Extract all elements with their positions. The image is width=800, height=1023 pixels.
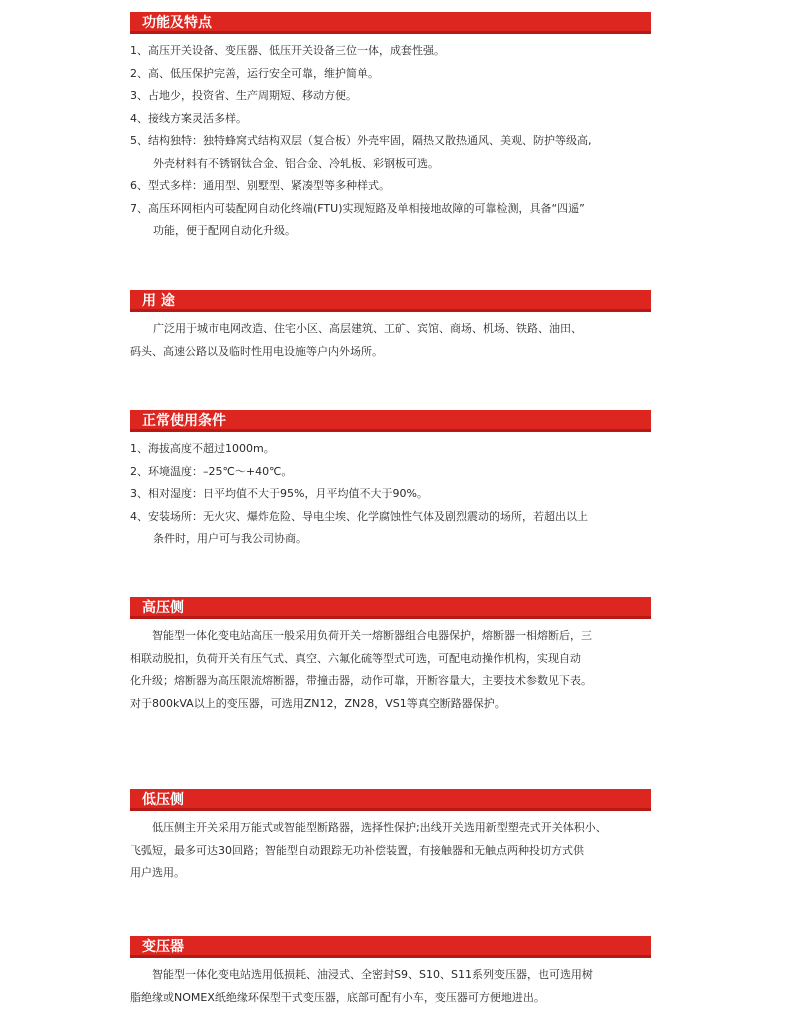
list-item-continuation: 外壳材料有不锈钢钛合金、铝合金、冷轧板、彩钢板可选。: [153, 156, 439, 170]
list-item: 2、环境温度：–25℃～+40℃。: [130, 464, 293, 478]
header-bar-band: [130, 429, 651, 432]
paragraph-line: 广泛用于城市电网改造、住宅小区、高层建筑、工矿、宾馆、商场、机场、铁路、油田、: [153, 322, 582, 335]
paragraph-line: 用户选用。: [130, 866, 185, 879]
section-body: [130, 40, 651, 243]
paragraph-line: 智能型一体化变电站选用低损耗、油浸式、全密封S9、S10、S11系列变压器，也可选用树: [152, 968, 593, 981]
paragraph-line: 码头、高速公路以及临时性用电设施等户内外场所。: [130, 344, 383, 358]
header-bar-band: [130, 616, 651, 619]
section-low-voltage: [130, 789, 651, 885]
section-body: [130, 318, 651, 363]
section-transformer: [130, 936, 651, 1009]
paragraph-line: 飞弧短，最多可达30回路；智能型自动跟踪无功补偿装置，有接触器和无触点两种投切方式供: [130, 843, 584, 857]
paragraph-line: 智能型一体化变电站高压一般采用负荷开关一熔断器组合电器保护，熔断器一相熔断后，三: [152, 629, 592, 642]
section-header-bar: [130, 12, 651, 34]
section-features: [130, 12, 651, 243]
section-title: 用 途: [142, 293, 175, 309]
list-item: 1、高压开关设备、变压器、低压开关设备三位一体，成套性强。: [130, 44, 445, 57]
list-item: 2、高、低压保护完善，运行安全可靠，维护简单。: [130, 66, 379, 80]
section-title: 高压侧: [142, 600, 184, 616]
list-item: 1、海拔高度不超过1000m。: [130, 442, 275, 455]
paragraph-line: 低压侧主开关采用万能式或智能型断路器，选择性保护;出线开关选用新型塑壳式开关体积小、: [152, 821, 607, 834]
section-body: [130, 438, 651, 551]
header-bar-band: [130, 309, 651, 312]
list-item: 3、占地少，投资省、生产周期短、移动方便。: [130, 89, 357, 102]
list-item: 7、高压环网柜内可装配网自动化终端(FTU)实现短路及单相接地故障的可靠检测，具备“四遥”: [130, 201, 585, 215]
section-body: [130, 625, 651, 715]
section-title: 正常使用条件: [142, 413, 226, 429]
section-header-bar: [130, 936, 651, 958]
section-header-bar: [130, 410, 651, 432]
list-item: 4、安装场所：无火灾、爆炸危险、导电尘埃、化学腐蚀性气体及剧烈震动的场所，若超出以上: [130, 509, 588, 523]
section-header-bar: [130, 597, 651, 619]
section-header-bar: [130, 290, 651, 312]
section-conditions: [130, 410, 651, 551]
list-item: 5、结构独特：独特蜂窝式结构双层（复合板）外壳牢固，隔热又散热通风、美观、防护等级高,: [130, 134, 592, 147]
section-body: [130, 964, 651, 1009]
header-bar-band: [130, 808, 651, 811]
paragraph-line: 相联动脱扣，负荷开关有压气式、真空、六氟化硫等型式可选，可配电动操作机构，实现自动: [130, 651, 581, 665]
paragraph-line: 脂绝缘或NOMEX纸绝缘环保型干式变压器，底部可配有小车，变压器可方便地进出。: [130, 990, 545, 1004]
list-item: 3、相对湿度：日平均值不大于95%，月平均值不大于90%。: [130, 487, 428, 500]
list-item: 6、型式多样：通用型、别墅型、紧凑型等多种样式。: [130, 179, 390, 192]
section-title: 低压侧: [142, 792, 184, 808]
header-bar-band: [130, 955, 651, 958]
section-title: 变压器: [142, 939, 184, 955]
section-header-bar: [130, 789, 651, 811]
paragraph-line: 对于800kVA以上的变压器，可选用ZN12，ZN28，VS1等真空断路器保护。: [130, 696, 506, 710]
section-title: 功能及特点: [142, 15, 212, 31]
list-item: 4、接线方案灵活多样。: [130, 111, 247, 125]
list-item-continuation: 功能，便于配网自动化升级。: [153, 224, 296, 237]
section-usage: [130, 290, 651, 363]
header-bar-band: [130, 31, 651, 34]
section-body: [130, 817, 651, 885]
paragraph-line: 化升级；熔断器为高压限流熔断器，带撞击器，动作可靠，开断容量大，主要技术参数见下表。: [130, 674, 592, 687]
section-high-voltage: [130, 597, 651, 715]
list-item-continuation: 条件时，用户可与我公司协商。: [153, 532, 307, 545]
